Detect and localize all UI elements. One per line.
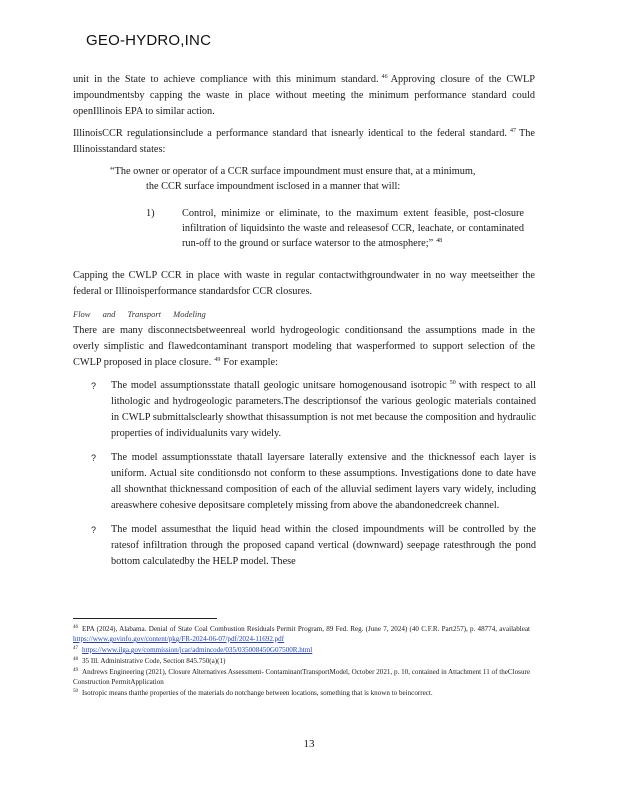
paragraph-text: There are many disconnectsbetweenreal world hydrogeologic conditionsand the assumptions made in the overly simplistic and flawedcontaminant transport modeling that wasperformed to support selection of the CWLP proposed in place closure. — [73, 325, 535, 368]
bullet-glyph: ? — [91, 453, 97, 463]
footnote-ref[interactable]: 46 — [381, 73, 388, 80]
paragraph-illinois-standard — [73, 126, 535, 158]
footnotes — [73, 624, 530, 699]
quote-line: the CCR surface impoundment isclosed in a manner that will: — [146, 181, 401, 192]
footnote-text: Andrews Engineering (2021), Closure Alternatives Assessment- ContaminantTransportModel, October 2021, p. 10, contained in Attachment 11 of theClosure Construction PermitApplication — [73, 668, 530, 686]
footnote-text: EPA (2024), Alabama. Denial of State Coal Combustion Residuals Permit Program, 89 Fed. Reg. (June 7, 2024) (40 C.F.R. Part257), p. 48774, availableat — [82, 625, 530, 633]
paragraph-disconnects — [73, 323, 535, 371]
page-number: 13 — [303, 738, 315, 750]
paragraph-text: Control, minimize or eliminate, to the maximum extent feasible, post-closure infiltration of liquidsinto the waste and releasesof CCR, leachate, or contaminated run-off to the ground or surface watersor to the atmosphere;” — [182, 208, 524, 249]
list-item — [88, 522, 536, 570]
bullet-glyph: ? — [91, 525, 97, 535]
paragraph-text: unit in the State to achieve compliance with this minimum standard. — [73, 74, 379, 85]
footnote-number: 48 — [73, 656, 78, 662]
footnote-ref[interactable]: 48 — [436, 237, 443, 244]
quote-line: “The owner or operator of a CCR surface impoundment must ensure that, at a minimum, — [110, 166, 476, 177]
footnote-number: 46 — [73, 624, 78, 630]
bullet-text: The model assumptionsstate thatall layersare laterally extensive and the thicknessof each layer is uniform. Actual site conditionsdo not conform to these assumptions. Investigations done to date have all shownthat thicknessand composition of each of the alluvial sediment layers vary widely, including areaswhere cohesive depositsare completely missing from above the abandonedcreek channel. — [111, 452, 536, 511]
footnote-divider — [73, 618, 217, 619]
list-number: 1) — [146, 208, 155, 219]
bullet-text: The model assumptionsstate thatall geologic unitsare homogenousand isotropic — [111, 380, 447, 391]
footnote-number: 49 — [73, 667, 78, 673]
footnote — [73, 688, 530, 698]
footnote-number: 50 — [73, 688, 78, 694]
footnote — [73, 624, 530, 644]
paragraph-compliance — [73, 72, 535, 120]
footnote-link[interactable]: https://www.ilga.gov/commission/jcar/admincode/035/035008450G07500R.html — [82, 646, 313, 654]
paragraph-capping: Capping the CWLP CCR in place with waste in regular contactwithgroundwater in no way meetseither the federal or Illinoisperformance standardsfor CCR closures. — [73, 270, 535, 297]
footnote-ref[interactable]: 47 — [509, 127, 516, 134]
bullet-glyph: ? — [91, 381, 97, 391]
bullet-list — [88, 378, 536, 578]
list-item — [88, 378, 536, 442]
list-item — [88, 450, 536, 514]
footnote-link[interactable]: https://www.govinfo.gov/content/pkg/FR-2024-06-07/pdf/2024-11692.pdf — [73, 635, 285, 643]
company-header: GEO-HYDRO,INC — [86, 32, 212, 49]
paragraph-text: IllinoisCCR regulationsinclude a performance standard that isnearly identical to the federal standard. — [73, 128, 507, 139]
footnote-number: 47 — [73, 645, 78, 651]
paragraph-text: The Illinoisstandard states: — [73, 128, 535, 155]
bullet-text: with respect to all lithologic and hydrogeologic parameters.The descriptionsof the various geologic materials contained in CWLP submittalsclearly showthat thisassumption is not met because the composition and hydraulic properties of individualunits vary widely. — [111, 380, 536, 439]
bullet-text: The model assumesthat the liquid head within the closed impoundments will be controlled by the ratesof infiltration through the proposed capand vertical (downward) seepage ratesthrough the pond bottom calculatedby the HELP model. These — [111, 524, 536, 567]
paragraph-text: For example: — [223, 357, 278, 368]
footnote — [73, 667, 530, 687]
footnote — [73, 645, 530, 655]
section-heading: Flow and Transport Modeling — [73, 309, 206, 319]
footnote — [73, 656, 530, 666]
paragraph-text: Approving closure of the CWLP impoundmentsby capping the waste in place without meeting the minimum performance standard could openIllinois EPA to similar action. — [73, 74, 535, 117]
quote-item-text — [182, 206, 524, 251]
footnote-ref[interactable]: 49 — [214, 356, 221, 363]
footnote-text: Isotropic means thatthe properties of the materials do notchange between locations, something that is known to beincorrect. — [82, 689, 433, 697]
footnote-ref[interactable]: 50 — [449, 379, 456, 386]
block-quote — [110, 164, 520, 194]
quote-list-item — [146, 206, 524, 251]
footnote-text: 35 Ill. Administrative Code, Section 845.750(a)(1) — [82, 657, 226, 665]
